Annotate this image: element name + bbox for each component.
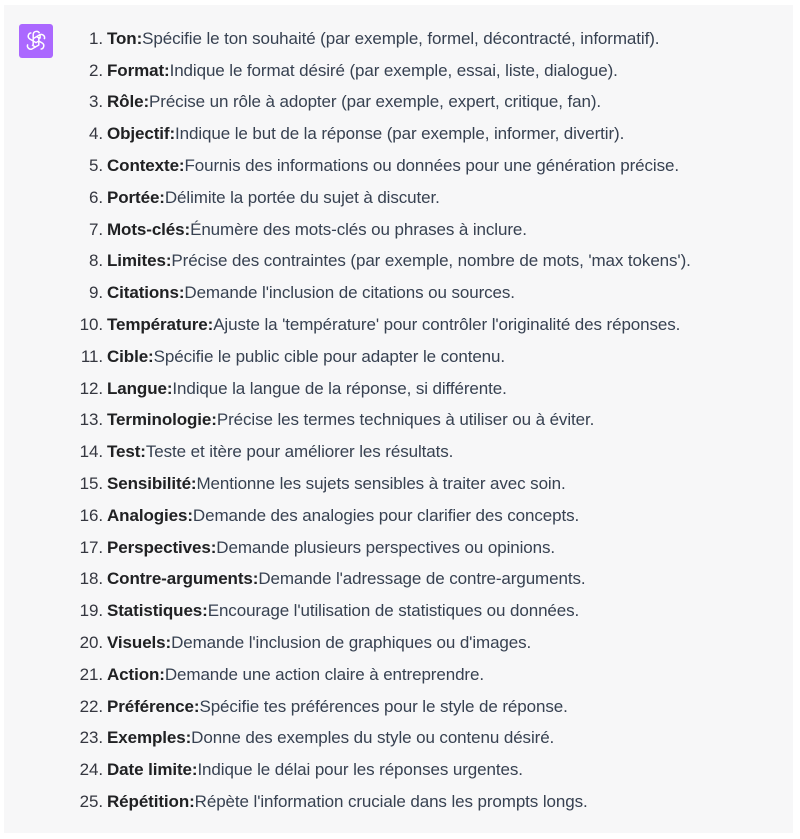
list-item (64, 150, 784, 182)
list-item-term: Analogies: (107, 505, 193, 525)
list-item-term: Contre-arguments: (107, 569, 259, 589)
list-item (64, 595, 784, 627)
list-item-description: Demande une action claire à entreprendre. (164, 664, 484, 684)
prompt-tips-list (64, 23, 784, 818)
openai-logo-icon (24, 29, 48, 53)
list-item-term: Limites: (107, 251, 172, 271)
list-item (64, 500, 784, 532)
list-item-description: Répète l'information cruciale dans les prompts longs. (194, 792, 588, 812)
list-item (64, 564, 784, 596)
list-item-description: Demande l'inclusion de graphiques ou d'images. (171, 633, 532, 653)
list-item (64, 691, 784, 723)
list-item-description: Teste et itère pour améliorer les résultats. (145, 442, 454, 462)
list-item-term: Exemples: (107, 728, 192, 748)
list-item-term: Température: (107, 315, 214, 335)
list-item-number: 19. (79, 601, 103, 621)
list-item-term: Ton: (107, 28, 143, 48)
list-item-description: Énumère des mots-clés ou phrases à inclure. (190, 219, 527, 239)
list-item-number: 20. (79, 633, 103, 653)
list-item (64, 87, 784, 119)
list-item-term: Perspectives: (107, 537, 217, 557)
list-item (64, 627, 784, 659)
list-item (64, 468, 784, 500)
list-item-description: Indique le délai pour les réponses urgentes. (197, 760, 523, 780)
list-item-number: 9. (89, 283, 103, 303)
list-item-term: Rôle: (107, 92, 150, 112)
list-item-description: Fournis des informations ou données pour une génération précise. (184, 156, 679, 176)
list-item-number: 8. (89, 251, 103, 271)
list-item (64, 786, 784, 818)
list-item-term: Cible: (107, 346, 154, 366)
list-item (64, 309, 784, 341)
list-item (64, 532, 784, 564)
list-item-description: Demande plusieurs perspectives ou opinions. (216, 537, 556, 557)
list-item-description: Donne des exemples du style ou contenu désiré. (191, 728, 555, 748)
list-item (64, 659, 784, 691)
list-item-number: 16. (79, 505, 103, 525)
list-item (64, 723, 784, 755)
list-item-description: Ajuste la 'température' pour contrôler l'originalité des réponses. (213, 315, 681, 335)
list-item-description: Précise des contraintes (par exemple, nombre de mots, 'max tokens'). (171, 251, 691, 271)
list-item-description: Spécifie tes préférences pour le style de réponse. (199, 696, 568, 716)
list-item-number: 17. (79, 537, 103, 557)
list-item-number: 18. (79, 569, 103, 589)
list-item (64, 118, 784, 150)
list-item-description: Spécifie le public cible pour adapter le contenu. (153, 346, 506, 366)
list-item (64, 754, 784, 786)
list-item-description: Spécifie le ton souhaité (par exemple, formel, décontracté, informatif). (142, 28, 660, 48)
assistant-message (4, 5, 793, 833)
list-item-number: 15. (79, 474, 103, 494)
list-item-description: Demande des analogies pour clarifier des concepts. (192, 505, 580, 525)
list-item-number: 1. (89, 28, 103, 48)
list-item-number: 23. (79, 728, 103, 748)
list-item-number: 22. (79, 696, 103, 716)
list-item-number: 11. (80, 346, 103, 366)
list-item-description: Demande l'adressage de contre-arguments. (258, 569, 586, 589)
list-item-term: Citations: (107, 283, 185, 303)
list-item-number: 13. (79, 410, 103, 430)
list-item (64, 405, 784, 437)
list-item-number: 6. (89, 187, 103, 207)
list-item (64, 373, 784, 405)
list-item-description: Indique le but de la réponse (par exemple, informer, divertir). (175, 124, 625, 144)
list-item-term: Date limite: (107, 760, 198, 780)
list-item-term: Langue: (107, 378, 173, 398)
list-item (64, 246, 784, 278)
list-item (64, 341, 784, 373)
list-item-description: Précise les termes techniques à utiliser ou à éviter. (216, 410, 595, 430)
list-item-term: Terminologie: (107, 410, 217, 430)
list-item-term: Sensibilité: (107, 474, 197, 494)
list-item-term: Mots-clés: (107, 219, 191, 239)
list-item-description: Précise un rôle à adopter (par exemple, expert, critique, fan). (149, 92, 602, 112)
list-item-number: 10. (79, 315, 103, 335)
list-item-number: 25. (79, 792, 103, 812)
list-item-term: Contexte: (107, 156, 185, 176)
list-item-term: Test: (107, 442, 146, 462)
list-item (64, 55, 784, 87)
list-item-number: 4. (89, 124, 103, 144)
list-item-description: Demande l'inclusion de citations ou sources. (184, 283, 515, 303)
assistant-avatar (19, 24, 53, 58)
list-item (64, 436, 784, 468)
list-item-number: 21. (79, 664, 103, 684)
list-item-description: Encourage l'utilisation de statistiques ou données. (207, 601, 580, 621)
list-item-number: 24. (79, 760, 103, 780)
list-item-description: Délimite la portée du sujet à discuter. (164, 187, 440, 207)
list-item (64, 23, 784, 55)
list-item-term: Action: (107, 664, 165, 684)
list-item (64, 214, 784, 246)
list-item-description: Indique le format désiré (par exemple, essai, liste, dialogue). (169, 60, 618, 80)
list-item (64, 277, 784, 309)
list-item-term: Visuels: (107, 633, 172, 653)
list-item-description: Mentionne les sujets sensibles à traiter avec soin. (196, 474, 566, 494)
list-item-number: 14. (79, 442, 103, 462)
list-item-number: 2. (89, 60, 103, 80)
list-item-number: 12. (79, 378, 103, 398)
list-item-number: 5. (89, 156, 103, 176)
list-item-number: 3. (89, 92, 103, 112)
list-item-description: Indique la langue de la réponse, si différente. (172, 378, 507, 398)
list-item-term: Format: (107, 60, 170, 80)
list-item-term: Portée: (107, 187, 165, 207)
list-item-term: Statistiques: (107, 601, 208, 621)
list-item-term: Préférence: (107, 696, 200, 716)
list-item-term: Répétition: (107, 792, 195, 812)
list-item-term: Objectif: (107, 124, 176, 144)
list-item-number: 7. (89, 219, 103, 239)
list-item (64, 182, 784, 214)
